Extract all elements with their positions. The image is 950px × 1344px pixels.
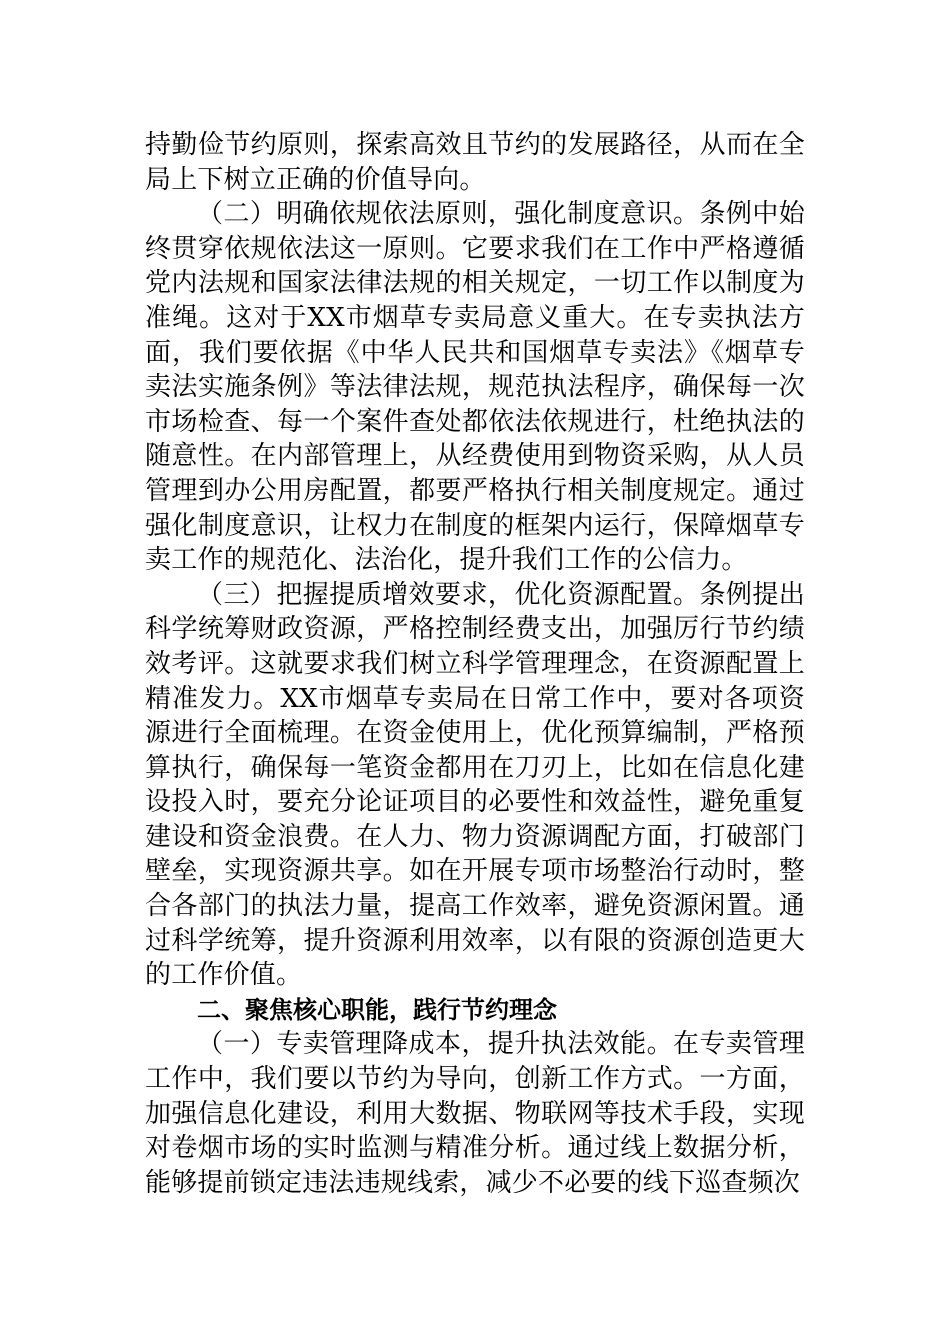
paragraph-monopoly-management: （一）专卖管理降成本，提升执法效能。在专卖管理工作中，我们要以节约为导向，创新工作方式。一方面，加强信息化建设，利用大数据、物联网等技术手段，实现对卷烟市场的实时监测与精准分析。通过线上数据分析，能够提前锁定违法违规线索，减少不必要的线下巡查频次 — [145, 1029, 805, 1198]
paragraph-continuation: 持勤俭节约原则，探索高效且节约的发展路径，从而在全局上下树立正确的价值导向。 — [145, 130, 805, 195]
paragraph-resource-allocation: （三）把握提质增效要求，优化资源配置。条例提出科学统筹财政资源，严格控制经费支出，加强厉行节约绩效考评。这就要求我们树立科学管理理念，在资源配置上精准发力。XX市烟草专卖局在日常工作中，要对各项资源进行全面梳理。在资金使用上，优化预算编制，严格预算执行，确保每一笔资金都用在刀刃上，比如在信息化建设投入时，要充分论证项目的必要性和效益性，避免重复建设和资金浪费。在人力、物力资源调配方面，打破部门壁垒，实现资源共享。如在开展专项市场整治行动时，整合各部门的执法力量，提高工作效率，避免资源闲置。通过科学统筹，提升资源利用效率，以有限的资源创造更大的工作价值。 — [145, 579, 805, 991]
section-heading: 二、聚焦核心职能，践行节约理念 — [197, 995, 557, 1024]
paragraph-legal-principle: （二）明确依规依法原则，强化制度意识。条例中始终贯穿依规依法这一原则。它要求我们在工作中严格遵循党内法规和国家法律法规的相关规定，一切工作以制度为准绳。这对于XX市烟草专卖局意义重大。在专卖执法方面，我们要依据《中华人民共和国烟草专卖法》《烟草专卖法实施条例》等法律法规，规范执法程序，确保每一次市场检查、每一个案件查处都依法依规进行，杜绝执法的随意性。在内部管理上，从经费使用到物资采购，从人员管理到办公用房配置，都要严格执行相关制度规定。通过强化制度意识，让权力在制度的框架内运行，保障烟草专卖工作的规范化、法治化，提升我们工作的公信力。 — [145, 199, 805, 576]
document-body — [145, 128, 805, 1200]
